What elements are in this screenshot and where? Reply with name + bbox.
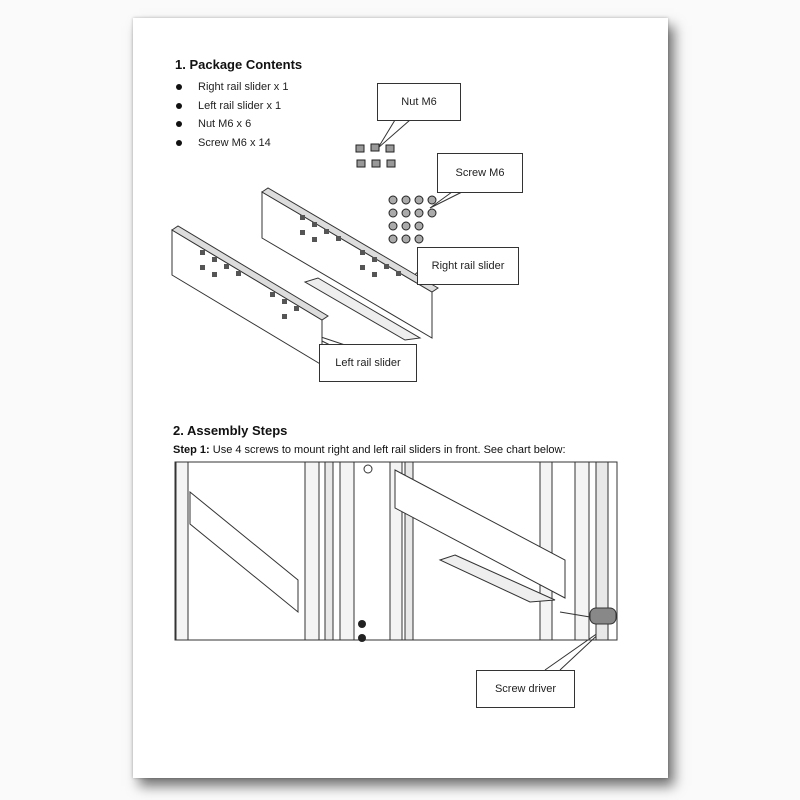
screw-group [389, 196, 436, 243]
nut-callout-tail [378, 120, 410, 148]
callout-screw-driver: Screw driver [476, 670, 575, 708]
step-1-instruction [173, 444, 566, 456]
nut-group [356, 144, 395, 167]
callout-screw-m6: Screw M6 [437, 153, 523, 193]
mounted-left-rail [190, 492, 298, 612]
section-title-assembly-steps: 2. Assembly Steps [173, 423, 288, 438]
step-label: Step 1: [173, 444, 210, 456]
callout-nut-m6: Nut M6 [377, 83, 461, 121]
callout-right-rail-slider: Right rail slider [417, 247, 519, 285]
step-text: Use 4 screws to mount right and left rail sliders in front. See chart below: [209, 444, 566, 456]
list-item: Left rail slider x 1 [175, 97, 288, 116]
screw-markers [358, 465, 372, 642]
callout-left-rail-slider: Left rail slider [319, 344, 417, 382]
list-item: Nut M6 x 6 [175, 115, 288, 134]
section-title-package-contents: 1. Package Contents [175, 57, 303, 72]
list-item: Right rail slider x 1 [175, 78, 288, 97]
list-item: Screw M6 x 14 [175, 134, 288, 153]
